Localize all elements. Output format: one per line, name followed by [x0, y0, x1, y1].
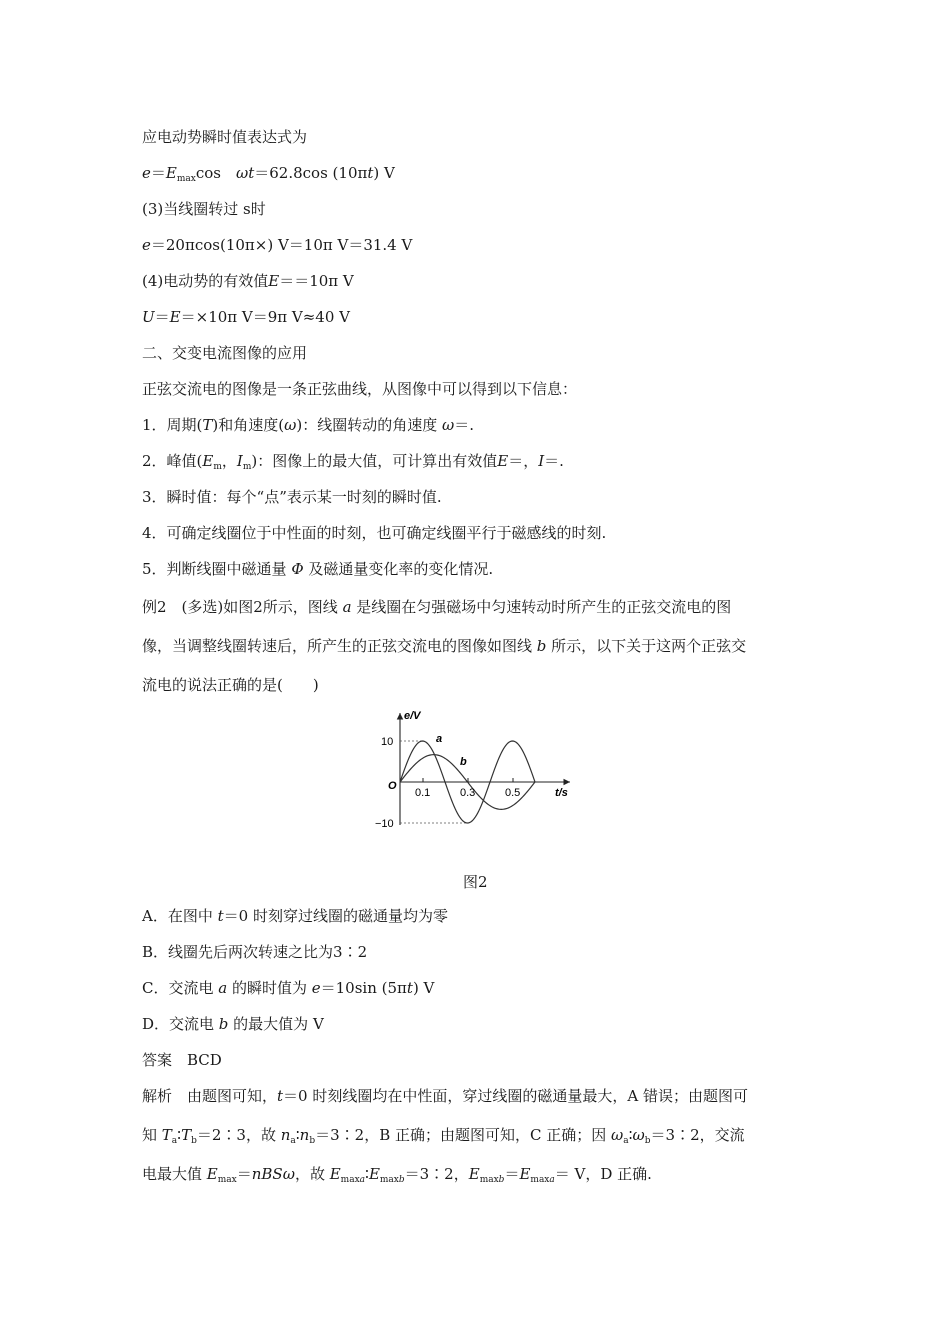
- figure-caption: 图2: [463, 873, 488, 891]
- x-tick-0.5: 0.5: [505, 787, 521, 799]
- text-line-8: 正弦交流电的图像是一条正弦曲线，从图像中可以得到以下信息：: [142, 380, 578, 398]
- text-line-5: (4)电动势的有效值E＝＝10π V: [142, 272, 354, 290]
- text-line-18: B．线圈先后两次转速之比为3∶2: [142, 943, 368, 961]
- x-axis-label: t/s: [555, 787, 568, 799]
- text-line-24: 电最大值 $E_{max}=nBS\omega$，故 $E_{maxa}∶E_{maxb}=3∶2$，$E_{maxb}=E_{maxa}= V$，D 正确.: [142, 1165, 652, 1185]
- text-line-14: 例2 (多选)如图2所示，图线 a 是线圈在匀强磁场中匀速转动时所产生的正弦交流电的图: [142, 598, 732, 616]
- y-tick-neg10: −10: [375, 818, 394, 830]
- text-line-22: 解析 由题图可知，t＝0 时刻线圈均在中性面，穿过线圈的磁通量最大，A 错误；由题图可: [142, 1087, 748, 1105]
- text-line-4: e＝20πcos(10π×) V＝10π V＝31.4 V: [142, 236, 413, 254]
- origin-label: O: [388, 780, 397, 792]
- curve-a-label: a: [436, 733, 443, 745]
- text-line-6: U＝E＝×10π V＝9π V≈40 V: [142, 308, 350, 326]
- text-line-2: $e=E_{max}\cos$ ωt＝62.8cos (10πt) V: [142, 164, 395, 184]
- curve-b-label: b: [460, 756, 467, 768]
- text-line-12: 4．可确定线圈位于中性面的时刻，也可确定线圈平行于磁感线的时刻.: [142, 524, 607, 542]
- text-line-19: C．交流电 a 的瞬时值为 e＝10sin (5πt) V: [142, 979, 435, 997]
- text-line-15: 像，当调整线圈转速后，所产生的正弦交流电的图像如图线 b 所示，以下关于这两个正弦交: [142, 637, 747, 655]
- text-line-7: 二、交变电流图像的应用: [142, 344, 308, 362]
- x-tick-0.1: 0.1: [415, 787, 431, 799]
- text-line-3: (3)当线圈转过 s时: [142, 200, 266, 218]
- text-line-20: D．交流电 b 的最大值为 V: [142, 1015, 324, 1033]
- y-tick-10: 10: [381, 736, 394, 748]
- sine-chart: [370, 705, 580, 835]
- text-line-11: 3．瞬时值：每个“点”表示某一时刻的瞬时值.: [142, 488, 442, 506]
- text-line-21: 答案 BCD: [142, 1051, 222, 1069]
- y-axis-label: e/V: [404, 710, 421, 722]
- x-tick-0.3: 0.3: [460, 787, 476, 799]
- text-line-13: 5．判断线圈中磁通量 Φ 及磁通量变化率的变化情况.: [142, 560, 494, 578]
- figure-2-sine-graph: [370, 705, 580, 839]
- text-line-16: 流电的说法正确的是( ): [142, 676, 319, 694]
- text-line-1: 应电动势瞬时值表达式为: [142, 128, 308, 146]
- text-line-10: 2．峰值($E_m$，$I_m$)：图像上的最大值，可计算出有效值E＝，I＝.: [142, 452, 564, 472]
- text-line-23: 知 $T_a∶T_b=2∶3$，故 $n_a∶n_b=3∶2$，B 正确；由题图可知，C 正确；因 $\omega_a∶\omega_b=3∶2$，交流: [142, 1126, 745, 1146]
- text-line-9: 1．周期(T)和角速度(ω)：线圈转动的角速度 ω＝.: [142, 416, 475, 434]
- text-line-17: A．在图中 t＝0 时刻穿过线圈的磁通量均为零: [142, 907, 448, 925]
